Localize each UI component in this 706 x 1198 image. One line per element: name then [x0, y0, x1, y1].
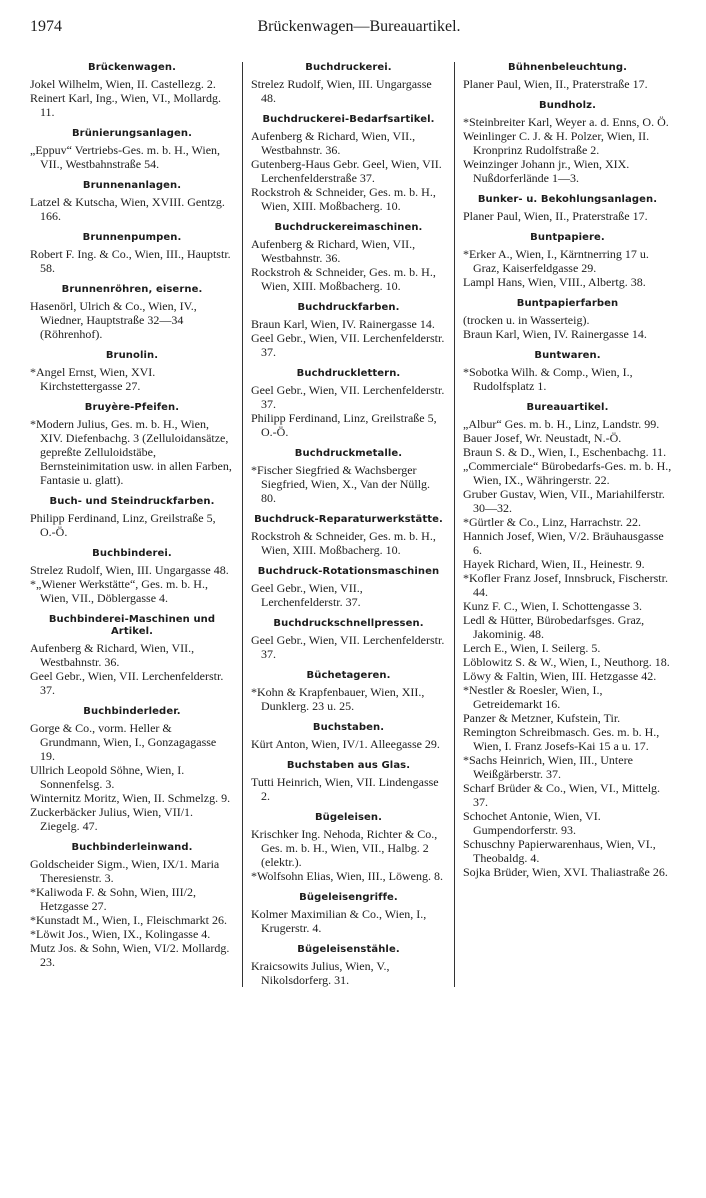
section-heading: Bureauartikel.	[526, 402, 609, 413]
section-heading: Bundholz.	[539, 100, 596, 111]
page-number: 1974	[30, 18, 62, 35]
section-heading: Bügeleisenstähle.	[297, 944, 400, 955]
directory-entry: *Kofler Franz Josef, Innsbruck, Fischerstr. 44.	[463, 571, 668, 599]
section-heading: Buchbinderei-Maschinen und Artikel.	[48, 614, 216, 637]
directory-entry: Geel Gebr., Wien, VII., Lerchenfelderstr. 37.	[251, 581, 363, 609]
directory-entry: Kunz F. C., Wien, I. Schottengasse 3.	[463, 599, 642, 613]
directory-entry: Hayek Richard, Wien, II., Heinestr. 9.	[463, 557, 645, 571]
directory-entry: Krischker Ing. Nehoda, Richter & Co., Ges. m. b. H., Wien, VII., Halbg. 2 (elektr.).	[251, 827, 438, 869]
directory-entry: Rockstroh & Schneider, Ges. m. b. H., Wien, XIII. Moßbacherg. 10.	[251, 529, 436, 557]
directory-entry: Aufenberg & Richard, Wien, VII., Westbahnstr. 36.	[30, 641, 195, 669]
directory-entry: Aufenberg & Richard, Wien, VII., Westbahnstr. 36.	[251, 129, 416, 157]
section-heading: Brunnenröhren, eiserne.	[61, 284, 203, 295]
section-heading: Buchdruckmetalle.	[294, 448, 403, 459]
directory-entry: Planer Paul, Wien, II., Praterstraße 17.	[463, 77, 648, 91]
section-heading: Buntwaren.	[534, 350, 601, 361]
page-header	[30, 18, 688, 44]
directory-entry: Geel Gebr., Wien, VII. Lerchenfelderstr. 37.	[251, 383, 445, 411]
directory-entry: *Angel Ernst, Wien, XVI. Kirchstettergasse 27.	[30, 365, 156, 393]
directory-entry: Braun Karl, Wien, IV. Rainergasse 14.	[251, 317, 435, 331]
directory-entry: Philipp Ferdinand, Linz, Greilstraße 5, O.-Ö.	[30, 511, 216, 539]
section-heading: Bügeleisen.	[314, 812, 383, 823]
section-heading: Buchdruckerei-Bedarfsartikel.	[262, 114, 435, 125]
directory-entry: Gorge & Co., vorm. Heller & Grundmann, Wien, I., Gonzagagasse 19.	[30, 721, 217, 763]
directory-entry: *Gürtler & Co., Linz, Harrachstr. 22.	[463, 515, 641, 529]
directory-entry: *Erker A., Wien, I., Kärntnerring 17 u. Graz, Kaiserfeldgasse 29.	[463, 247, 649, 275]
section-heading: Büchetageren.	[306, 670, 391, 681]
directory-entry: Löblowitz S. & W., Wien, I., Neuthorg. 18.	[463, 655, 670, 669]
directory-entry: Bauer Josef, Wr. Neustadt, N.-Ö.	[463, 431, 622, 445]
directory-entry: Gruber Gustav, Wien, VII., Mariahilferstr. 30—32.	[463, 487, 665, 515]
directory-entry: Aufenberg & Richard, Wien, VII., Westbahnstr. 36.	[251, 237, 416, 265]
section-heading: Buchdruck-Reparaturwerkstätte.	[254, 514, 443, 525]
directory-entry: *Modern Julius, Ges. m. b. H., Wien, XIV. Diefenbachg. 3 (Zelluloidansätze, gepreßte Zelluloidstäbe, Bernsteinimitation usw. in allen Farben, Fantasie u. glatt).	[30, 417, 232, 487]
directory-entry: Strelez Rudolf, Wien, III. Ungargasse 48.	[251, 77, 432, 105]
directory-entry: Goldscheider Sigm., Wien, IX/1. Maria Theresienstr. 3.	[30, 857, 220, 885]
directory-entry: Winternitz Moritz, Wien, II. Schmelzg. 9.	[30, 791, 231, 805]
directory-entry: „Commerciale“ Bürobedarfs-Ges. m. b. H., Wien, IX., Währingerstr. 22.	[463, 459, 672, 487]
directory-entry: Weinzinger Johann jr., Wien, XIX. Nußdorferlände 1—3.	[463, 157, 630, 185]
column-3	[454, 62, 672, 987]
directory-entry: Schochet Antonie, Wien, VI. Gumpendorferstr. 93.	[463, 809, 601, 837]
column-1	[30, 62, 242, 987]
section-heading: Buntpapiere.	[530, 232, 605, 243]
directory-entry: „Eppuv“ Vertriebs-Ges. m. b. H., Wien, VII., Westbahnstraße 54.	[30, 143, 221, 171]
directory-entry: Strelez Rudolf, Wien, III. Ungargasse 48.	[30, 563, 229, 577]
directory-entry: Mutz Jos. & Sohn, Wien, VI/2. Mollardg. 23.	[30, 941, 230, 969]
directory-entry: Scharf Brüder & Co., Wien, VI., Mittelg. 37.	[463, 781, 661, 809]
section-heading: Buchstaben aus Glas.	[286, 760, 411, 771]
directory-entry: Zuckerbäcker Julius, Wien, VII/1. Ziegelg. 47.	[30, 805, 194, 833]
section-heading: Buchdruckfarben.	[297, 302, 400, 313]
directory-entry: „Albur“ Ges. m. b. H., Linz, Landstr. 99.	[463, 417, 660, 431]
directory-entry: Panzer & Metzner, Kufstein, Tir.	[463, 711, 621, 725]
section-heading: Buchdruckschnellpressen.	[273, 618, 424, 629]
directory-entry: Robert F. Ing. & Co., Wien, III., Hauptstr. 58.	[30, 247, 231, 275]
directory-entry: Philipp Ferdinand, Linz, Greilstraße 5, O.-Ö.	[251, 411, 437, 439]
directory-entry: (trocken u. in Wasserteig).	[463, 313, 590, 327]
directory-entry: Reinert Karl, Ing., Wien, VI., Mollardg. 11.	[30, 91, 222, 119]
column-2	[242, 62, 454, 987]
directory-entry: Weinlinger C. J. & H. Polzer, Wien, II. Kronprinz Rudolfstraße 2.	[463, 129, 650, 157]
directory-entry: Geel Gebr., Wien, VII. Lerchenfelderstr. 37.	[251, 331, 445, 359]
directory-entry: Ullrich Leopold Söhne, Wien, I. Sonnenfelsg. 3.	[30, 763, 185, 791]
directory-entry: Planer Paul, Wien, II., Praterstraße 17.	[463, 209, 648, 223]
directory-entry: Braun S. & D., Wien, I., Eschenbachg. 11.	[463, 445, 667, 459]
section-heading: Buchdruckerei.	[305, 62, 392, 73]
page-title: Brückenwagen—Bureauartikel.	[257, 18, 461, 35]
section-heading: Buchdruck-Rotationsmaschinen	[257, 566, 440, 577]
section-heading: Buch- und Steindruckfarben.	[49, 496, 215, 507]
section-heading: Buchstaben.	[312, 722, 385, 733]
directory-entry: *Wolfsohn Elias, Wien, III., Löweng. 8.	[251, 869, 443, 883]
directory-entry: Geel Gebr., Wien, VII. Lerchenfelderstr. 37.	[251, 633, 445, 661]
directory-entry: Rockstroh & Schneider, Ges. m. b. H., Wien, XIII. Moßbacherg. 10.	[251, 185, 436, 213]
section-heading: Buchdruckereimaschinen.	[274, 222, 423, 233]
section-heading: Buchbinderleinwand.	[71, 842, 193, 853]
section-heading: Brunolin.	[105, 350, 159, 361]
directory-entry: Löwy & Faltin, Wien, III. Hetzgasse 42.	[463, 669, 657, 683]
section-heading: Buchbinderleder.	[83, 706, 181, 717]
section-heading: Bühnenbeleuchtung.	[508, 62, 627, 73]
directory-entry: *Kunstadt M., Wien, I., Fleischmarkt 26.	[30, 913, 227, 927]
directory-entry: Sojka Brüder, Wien, XVI. Thaliastraße 26.	[463, 865, 668, 879]
directory-entry: Jokel Wilhelm, Wien, II. Castellezg. 2.	[30, 77, 216, 91]
directory-entry: *Steinbreiter Karl, Weyer a. d. Enns, O. Ö.	[463, 115, 669, 129]
section-heading: Buchdrucklettern.	[296, 368, 401, 379]
directory-entry: Schuschny Papierwarenhaus, Wien, VI., Theobaldg. 4.	[463, 837, 656, 865]
directory-entry: Kraicsowits Julius, Wien, V., Nikolsdorferg. 31.	[251, 959, 390, 987]
directory-entry: Hasenörl, Ulrich & Co., Wien, IV., Wiedner, Hauptstraße 32—34 (Röhrenhof).	[30, 299, 197, 341]
section-heading: Bunker- u. Bekohlungsanlagen.	[477, 194, 658, 205]
section-heading: Buchbinderei.	[92, 548, 172, 559]
directory-entry: Lampl Hans, Wien, VIII., Albertg. 38.	[463, 275, 646, 289]
directory-entry: Lerch E., Wien, I. Seilerg. 5.	[463, 641, 601, 655]
directory-entry: Rockstroh & Schneider, Ges. m. b. H., Wien, XIII. Moßbacherg. 10.	[251, 265, 436, 293]
directory-entry: Kolmer Maximilian & Co., Wien, I., Krugerstr. 4.	[251, 907, 427, 935]
section-heading: Brunnenanlagen.	[82, 180, 182, 191]
section-heading: Brückenwagen.	[87, 62, 177, 73]
directory-entry: Kürt Anton, Wien, IV/1. Alleegasse 29.	[251, 737, 440, 751]
section-heading: Bruyère-Pfeifen.	[84, 402, 180, 413]
directory-entry: Remington Schreibmasch. Ges. m. b. H., Wien, I. Franz Josefs-Kai 15 a u. 17.	[463, 725, 660, 753]
directory-entry: *Kaliwoda F. & Sohn, Wien, III/2, Hetzgasse 27.	[30, 885, 196, 913]
columns	[30, 62, 688, 987]
directory-entry: Gutenberg-Haus Gebr. Geel, Wien, VII. Lerchenfelderstraße 37.	[251, 157, 442, 185]
section-heading: Bügeleisengriffe.	[299, 892, 398, 903]
directory-entry: *„Wiener Werkstätte“, Ges. m. b. H., Wien, VII., Döblergasse 4.	[30, 577, 208, 605]
directory-entry: *Fischer Siegfried & Wachsberger Siegfried, Wien, X., Van der Nüllg. 80.	[251, 463, 431, 505]
directory-entry: *Nestler & Roesler, Wien, I., Getreidemarkt 16.	[463, 683, 603, 711]
directory-entry: *Sachs Heinrich, Wien, III., Untere Weißgärberstr. 37.	[463, 753, 633, 781]
directory-entry: *Löwit Jos., Wien, IX., Kolingasse 4.	[30, 927, 211, 941]
directory-entry: *Sobotka Wilh. & Comp., Wien, I., Rudolfsplatz 1.	[463, 365, 633, 393]
directory-entry: Tutti Heinrich, Wien, VII. Lindengasse 2.	[251, 775, 439, 803]
directory-entry: Latzel & Kutscha, Wien, XVIII. Gentzg. 166.	[30, 195, 225, 223]
directory-entry: Geel Gebr., Wien, VII. Lerchenfelderstr. 37.	[30, 669, 224, 697]
directory-entry: *Kohn & Krapfenbauer, Wien, XII., Dunklerg. 23 u. 25.	[251, 685, 425, 713]
section-heading: Buntpapierfarben	[516, 298, 619, 309]
section-heading: Brunnenpumpen.	[82, 232, 182, 243]
directory-entry: Hannich Josef, Wien, V/2. Bräuhausgasse 6.	[463, 529, 664, 557]
directory-entry: Ledl & Hütter, Bürobedarfsges. Graz, Jakominig. 48.	[463, 613, 645, 641]
section-heading: Brünierungsanlagen.	[71, 128, 193, 139]
directory-entry: Braun Karl, Wien, IV. Rainergasse 14.	[463, 327, 647, 341]
